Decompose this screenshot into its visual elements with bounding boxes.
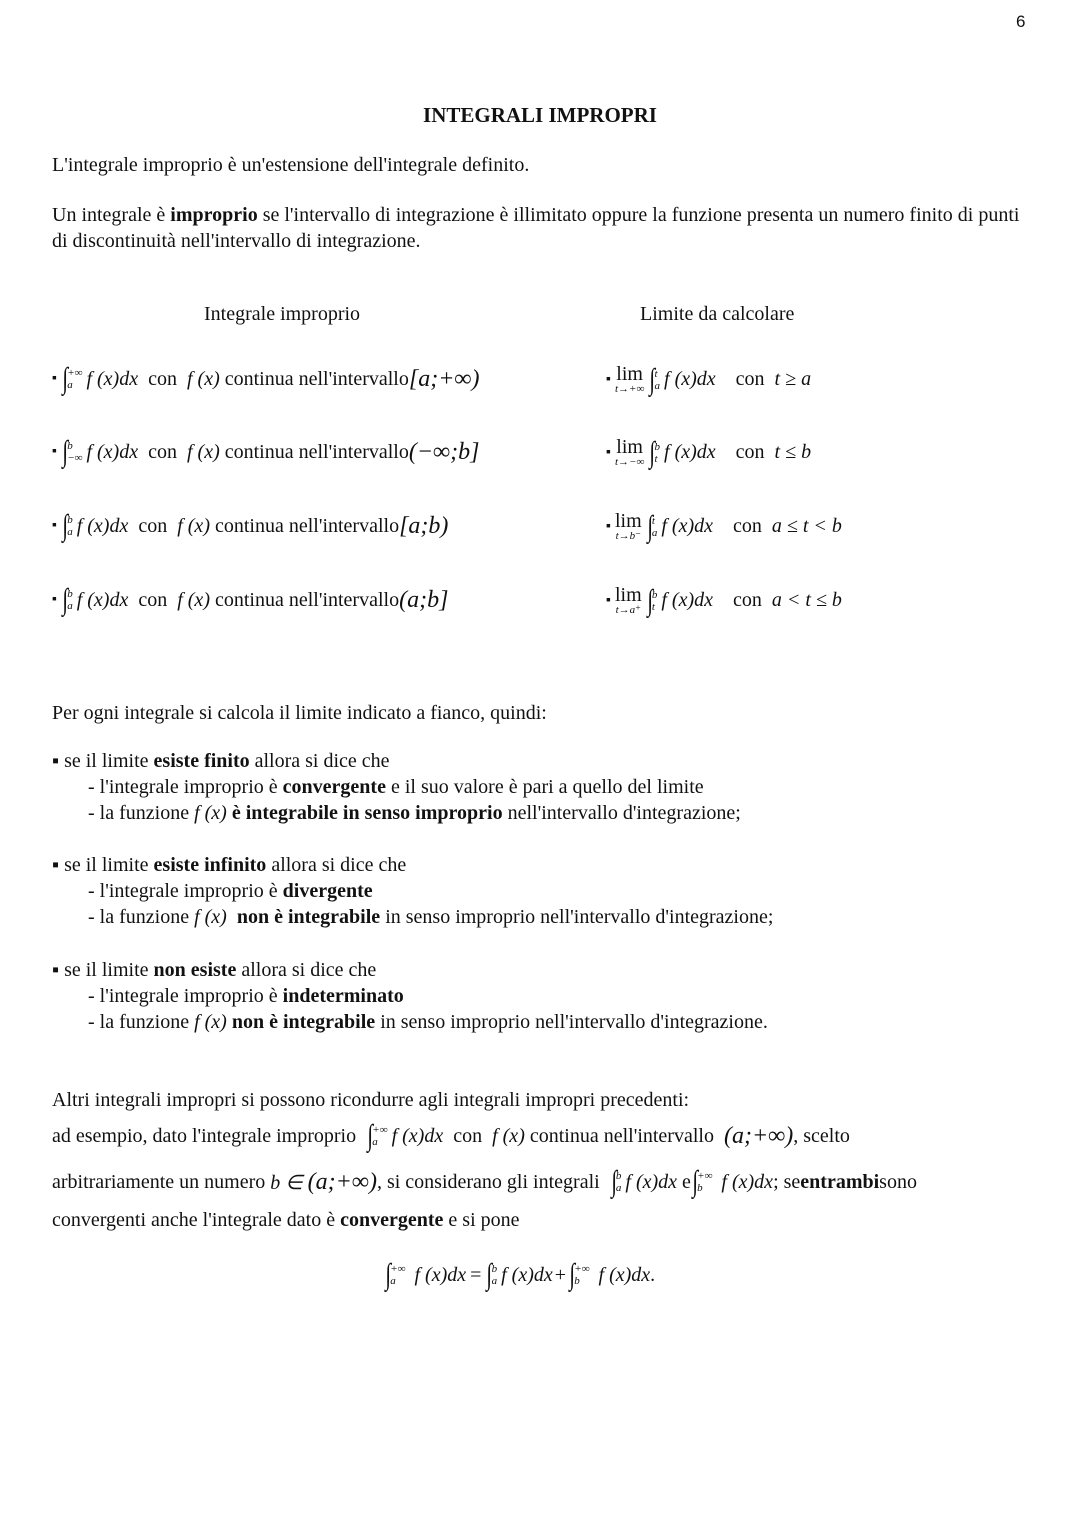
case-text: allora si dice che: [249, 750, 390, 772]
math-fx: f (x): [186, 367, 220, 390]
lim-subscript: t→−∞: [614, 456, 645, 468]
text-bold: convergente: [340, 1209, 444, 1231]
upper-limit: b: [654, 440, 661, 453]
upper-limit: t: [651, 514, 655, 527]
case-infinite: [52, 852, 773, 930]
case-line: - la funzione: [88, 802, 195, 824]
con-text: con: [138, 588, 168, 611]
continuity-text: continua nell'intervallo: [214, 514, 400, 537]
intro-paragraph: L'integrale improprio è un'estensione dell'integrale definito.: [52, 154, 530, 176]
text: convergenti anche l'integrale dato è: [52, 1209, 341, 1231]
column-header-limit: Limite da calcolare: [640, 303, 795, 325]
lim-text: lim: [614, 584, 642, 606]
math-integrand: f (x)dx: [664, 441, 716, 463]
con-text: con: [148, 440, 177, 463]
lim-text: lim: [616, 436, 643, 458]
integral-symbol: ∫ t a: [646, 509, 658, 543]
con-text: con: [138, 514, 168, 537]
integral-symbol: ∫ +∞ b: [569, 1258, 590, 1291]
integral-symbol: ∫ b a: [62, 509, 73, 542]
bullet-icon: ▪: [606, 444, 611, 460]
math-b-in: b ∈: [270, 1171, 303, 1194]
case-bold: non esiste: [153, 959, 237, 981]
case-finite: [52, 748, 741, 826]
con-text: con: [733, 515, 762, 537]
integral-symbol: ∫ t a: [649, 362, 661, 396]
limit-operator: [615, 364, 644, 395]
case-line: nell'intervallo d'integrazione;: [502, 802, 741, 824]
text: ad esempio, dato l'integrale improprio: [52, 1124, 357, 1147]
case-text: ▪ se il limite: [52, 854, 154, 876]
integral-row: [52, 437, 480, 467]
integral-symbol: ∫ b −∞: [62, 435, 83, 468]
con-text: con: [733, 589, 762, 611]
math-fx: f (x): [186, 440, 220, 463]
limit-row: [606, 437, 811, 468]
upper-limit: t: [654, 367, 658, 380]
lower-limit: a: [651, 526, 658, 539]
bullet-icon: ▪: [606, 592, 611, 608]
math-integrand: f (x)dx: [501, 1263, 553, 1286]
lim-text: lim: [616, 363, 643, 385]
integral-symbol: ∫ +∞ a: [62, 362, 83, 395]
integral-symbol: ∫ +∞ a: [367, 1119, 388, 1152]
case-bold: esiste finito: [153, 750, 250, 772]
case-bold: esiste infinito: [153, 854, 267, 876]
def-text-1: Un integrale è: [52, 204, 171, 226]
definition-paragraph: [52, 202, 1032, 254]
per-ogni-paragraph: Per ogni integrale si calcola il limite indicato a fianco, quindi:: [52, 702, 547, 724]
lim-subscript: t→b⁻: [615, 530, 641, 542]
math-integrand: f (x)dx: [721, 1170, 774, 1193]
text: continua nell'intervallo: [529, 1124, 714, 1147]
math-fx: f (x): [177, 588, 210, 611]
math-integrand: f (x)dx: [661, 589, 713, 611]
math-condition: t ≥ a: [774, 368, 812, 390]
math-interval: [a;+∞): [408, 366, 480, 392]
math-fx: f (x): [194, 906, 227, 928]
integral-row: [52, 364, 480, 394]
case-line: - l'integrale improprio è: [88, 880, 283, 902]
math-fx: f (x): [194, 802, 227, 824]
integral-symbol: ∫ b a: [62, 583, 73, 616]
upper-limit: b: [67, 514, 73, 526]
lower-limit: a: [67, 526, 73, 538]
continuity-text: continua nell'intervallo: [214, 588, 400, 611]
integral-symbol: ∫ b a: [486, 1258, 498, 1291]
lim-subscript: t→+∞: [614, 383, 645, 395]
math-interval: [a;b): [399, 513, 449, 539]
upper-limit: b: [651, 588, 658, 601]
math-fx: f (x): [194, 1011, 227, 1033]
integral-symbol: ∫ +∞ b: [692, 1165, 713, 1198]
def-bold: improprio: [170, 204, 258, 226]
plus-sign: +: [554, 1263, 567, 1286]
math-integrand: f (x)dx: [391, 1124, 444, 1147]
upper-limit: b: [67, 588, 73, 600]
case-text: ▪ se il limite: [52, 959, 154, 981]
math-condition: a ≤ t < b: [771, 515, 842, 537]
case-line: in senso improprio nell'intervallo d'integrazione.: [375, 1011, 768, 1033]
page-number: 6: [1016, 12, 1026, 31]
integral-symbol: ∫ b t: [646, 583, 658, 617]
math-integrand: f (x)dx: [414, 1263, 467, 1286]
column-header-integral: Integrale improprio: [204, 303, 361, 325]
math-condition: t ≤ b: [774, 441, 812, 463]
case-bold: convergente: [282, 776, 386, 798]
case-bold: è integrabile in senso improprio: [226, 802, 503, 824]
math-condition: a < t ≤ b: [771, 589, 842, 611]
text: e: [682, 1170, 691, 1193]
bullet-icon: ▪: [52, 592, 57, 607]
math-fx: f (x): [492, 1124, 525, 1147]
text-bold: entrambi: [800, 1170, 880, 1193]
case-bold: non è integrabile: [236, 906, 381, 928]
bullet-icon: ▪: [52, 518, 57, 533]
text: , scelto: [793, 1124, 850, 1147]
equals-sign: =: [470, 1263, 482, 1286]
case-text: allora si dice che: [266, 854, 407, 876]
con-text: con: [148, 367, 177, 390]
math-integrand: f (x)dx: [664, 368, 716, 390]
bullet-icon: ▪: [606, 371, 611, 387]
lower-limit: a: [654, 379, 661, 392]
lim-text: lim: [614, 510, 642, 532]
bullet-icon: ▪: [52, 371, 57, 386]
case-line: - la funzione: [88, 1011, 195, 1033]
math-integrand: f (x)dx: [625, 1170, 678, 1193]
continuity-text: continua nell'intervallo: [224, 440, 409, 463]
integral-symbol: ∫ +∞ a: [385, 1258, 406, 1291]
math-integrand: f (x)dx: [661, 515, 713, 537]
math-interval: (−∞;b]: [408, 439, 480, 465]
con-text: con: [735, 441, 765, 463]
text: ; se: [773, 1170, 801, 1193]
continuity-text: continua nell'intervallo: [224, 367, 409, 390]
limit-row: [606, 364, 811, 395]
text: , si considerano gli integrali: [376, 1170, 600, 1193]
bullet-icon: ▪: [52, 444, 57, 459]
case-bold: non è integrabile: [226, 1011, 376, 1033]
math-integrand: f (x)dx: [76, 588, 129, 611]
lower-limit: t: [651, 600, 655, 613]
math-integrand: f (x)dx: [598, 1263, 651, 1286]
integral-row: [52, 585, 448, 615]
con-text: con: [735, 368, 765, 390]
case-bold: indeterminato: [282, 985, 404, 1007]
lower-limit: t: [654, 452, 658, 465]
bullet-icon: ▪: [606, 518, 611, 534]
page-title: INTEGRALI IMPROPRI: [423, 103, 657, 127]
text: arbitrariamente un numero: [52, 1170, 266, 1193]
def-text-2: se l'intervallo di integrazione è illimitato oppure la funzione presenta un numero finito di punti di discontinuità nell'intervallo di integrazione.: [52, 204, 1020, 252]
limit-operator: [615, 511, 642, 542]
integral-symbol: ∫ b a: [610, 1165, 622, 1198]
case-bold: divergente: [282, 880, 373, 902]
math-interval: (a;+∞): [723, 1123, 794, 1149]
text: sono: [879, 1170, 917, 1193]
math-interval: (a;+∞): [307, 1169, 377, 1195]
case-text: ▪ se il limite: [52, 750, 154, 772]
text: con: [453, 1124, 483, 1147]
limit-operator: [615, 437, 644, 468]
math-integrand: f (x)dx: [76, 514, 129, 537]
math-interval: (a;b]: [399, 587, 449, 613]
split-formula: [384, 1260, 655, 1290]
limit-row: [606, 511, 842, 542]
period: .: [650, 1263, 656, 1286]
case-line: in senso improprio nell'intervallo d'integrazione;: [380, 906, 774, 928]
case-line: e il suo valore è pari a quello del limite: [385, 776, 704, 798]
lower-limit: a: [67, 379, 73, 391]
integral-row: [52, 511, 448, 541]
case-not-exist: [52, 957, 768, 1035]
lim-subscript: t→a⁺: [615, 604, 641, 616]
case-line: - l'integrale improprio è: [88, 985, 283, 1007]
altri-line-4: [52, 1207, 520, 1233]
upper-limit: b: [67, 440, 73, 452]
case-line: - la funzione: [88, 906, 195, 928]
math-integrand: f (x)dx: [86, 440, 139, 463]
case-text: allora si dice che: [236, 959, 377, 981]
text: e si pone: [443, 1209, 520, 1231]
case-line: - l'integrale improprio è: [88, 776, 283, 798]
altri-line-1: Altri integrali impropri si possono ricondurre agli integrali impropri precedenti:: [52, 1089, 690, 1111]
lower-limit: −∞: [67, 452, 83, 464]
integral-symbol: ∫ b t: [649, 435, 661, 469]
limit-row: [606, 585, 842, 616]
altri-line-3: [52, 1167, 917, 1197]
upper-limit: +∞: [67, 367, 83, 379]
limit-operator: [615, 585, 642, 616]
math-fx: f (x): [177, 514, 210, 537]
lower-limit: a: [67, 600, 73, 612]
math-integrand: f (x)dx: [86, 367, 139, 390]
altri-line-2: [52, 1121, 850, 1151]
